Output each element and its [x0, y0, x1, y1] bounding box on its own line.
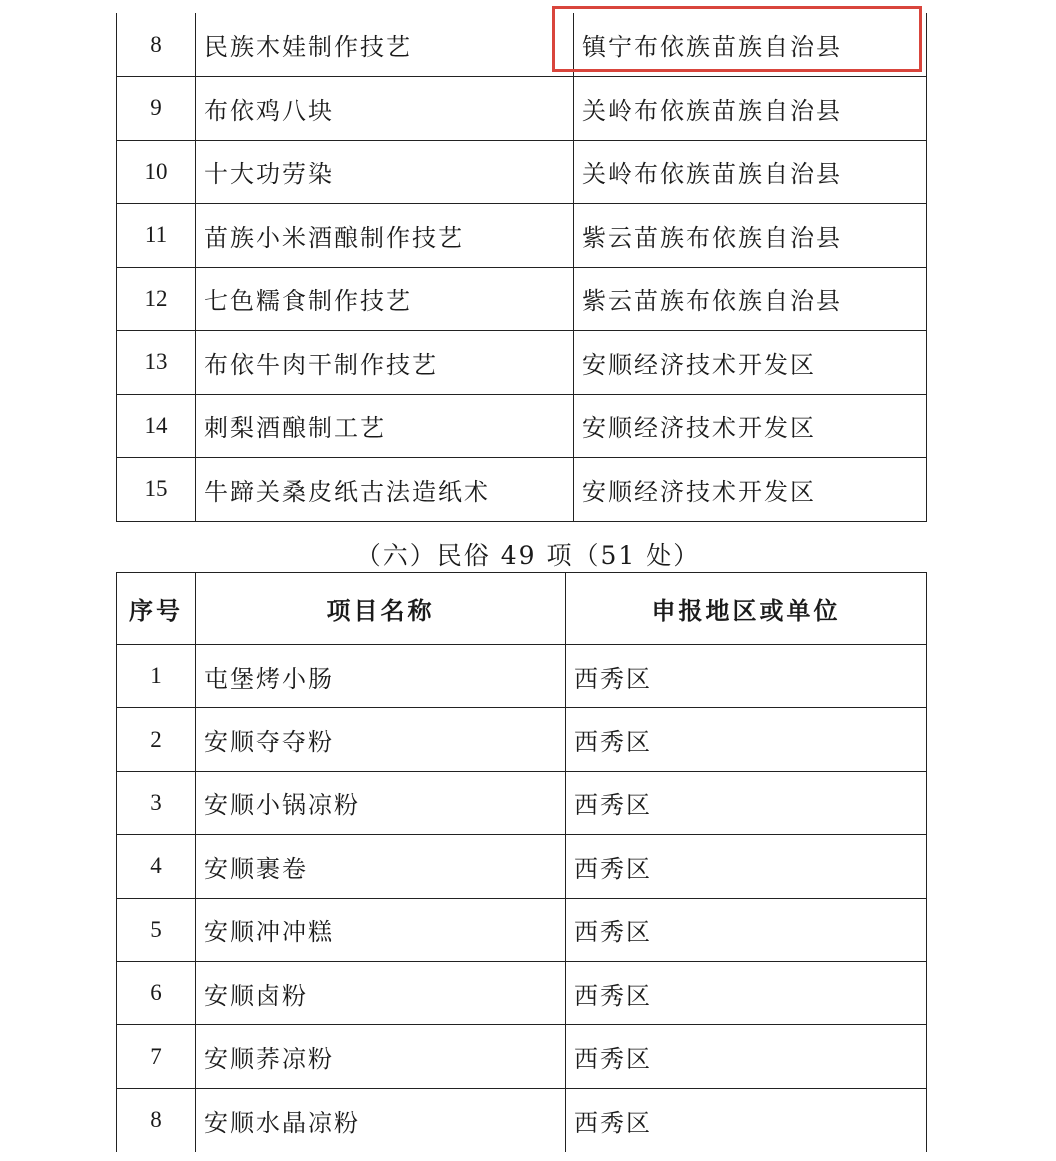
table-row: [117, 961, 927, 1024]
project-name: 布依鸡八块: [196, 77, 574, 141]
project-name: 安顺小锅凉粉: [196, 771, 566, 834]
row-number: 8: [117, 13, 196, 77]
project-name: 屯堡烤小肠: [196, 645, 566, 708]
table-row: [117, 331, 927, 395]
region: 安顺经济技术开发区: [574, 458, 927, 522]
table-row: [117, 13, 927, 77]
region: 西秀区: [566, 961, 927, 1024]
table-row: [117, 394, 927, 458]
row-number: 12: [117, 267, 196, 331]
project-name: 民族木娃制作技艺: [196, 13, 574, 77]
table-row: [117, 204, 927, 268]
region: 西秀区: [566, 645, 927, 708]
project-name: 牛蹄关桑皮纸古法造纸术: [196, 458, 574, 522]
project-name: 安顺卤粉: [196, 961, 566, 1024]
project-name: 安顺水晶凉粉: [196, 1088, 566, 1151]
table-row: [117, 708, 927, 771]
table-row: [117, 267, 927, 331]
row-number: 13: [117, 331, 196, 395]
header-number: 序号: [117, 573, 196, 645]
table-row: [117, 898, 927, 961]
row-number: 1: [117, 645, 196, 708]
table-row: [117, 77, 927, 141]
region: 西秀区: [566, 898, 927, 961]
region: 紫云苗族布依族自治县: [574, 204, 927, 268]
section-heading: （六）民俗 49 项（51 处）: [355, 541, 701, 570]
project-name: 安顺冲冲糕: [196, 898, 566, 961]
table-row: [117, 771, 927, 834]
region: 关岭布依族苗族自治县: [574, 140, 927, 204]
project-name: 安顺裹卷: [196, 835, 566, 898]
project-name: 布依牛肉干制作技艺: [196, 331, 574, 395]
region: 关岭布依族苗族自治县: [574, 77, 927, 141]
table-row: [117, 645, 927, 708]
table-row: [117, 835, 927, 898]
top-heritage-table: [116, 13, 927, 522]
row-number: 14: [117, 394, 196, 458]
row-number: 4: [117, 835, 196, 898]
project-name: 安顺荞凉粉: [196, 1025, 566, 1088]
header-project-name: 项目名称: [196, 573, 566, 645]
project-name: 刺梨酒酿制工艺: [196, 394, 574, 458]
region: 西秀区: [566, 835, 927, 898]
row-number: 15: [117, 458, 196, 522]
project-name: 七色糯食制作技艺: [196, 267, 574, 331]
region: 镇宁布依族苗族自治县: [574, 13, 927, 77]
region: 安顺经济技术开发区: [574, 394, 927, 458]
project-name: 十大功劳染: [196, 140, 574, 204]
table-header-row: [117, 573, 927, 645]
row-number: 9: [117, 77, 196, 141]
row-number: 3: [117, 771, 196, 834]
region: 西秀区: [566, 1088, 927, 1151]
table-row: [117, 458, 927, 522]
row-number: 7: [117, 1025, 196, 1088]
folk-custom-table: [116, 572, 927, 1152]
region: 西秀区: [566, 1025, 927, 1088]
table-row: [117, 140, 927, 204]
table-row: [117, 1088, 927, 1151]
project-name: 安顺夺夺粉: [196, 708, 566, 771]
region: 安顺经济技术开发区: [574, 331, 927, 395]
row-number: 10: [117, 140, 196, 204]
region: 西秀区: [566, 771, 927, 834]
row-number: 2: [117, 708, 196, 771]
table-row: [117, 1025, 927, 1088]
header-region: 申报地区或单位: [566, 573, 927, 645]
region: 西秀区: [566, 708, 927, 771]
project-name: 苗族小米酒酿制作技艺: [196, 204, 574, 268]
region: 紫云苗族布依族自治县: [574, 267, 927, 331]
row-number: 11: [117, 204, 196, 268]
row-number: 5: [117, 898, 196, 961]
row-number: 6: [117, 961, 196, 1024]
row-number: 8: [117, 1088, 196, 1151]
